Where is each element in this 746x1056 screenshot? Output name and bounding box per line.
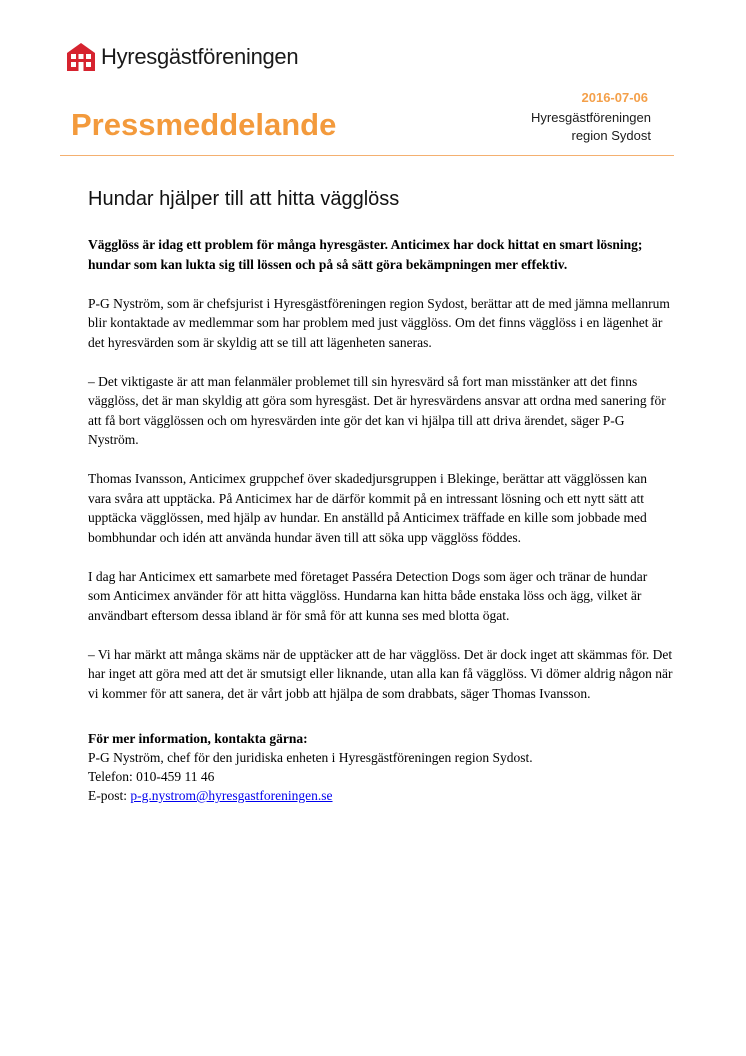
article-lead: Vägglöss är idag ett problem för många hyresgäster. Anticimex har dock hittat en smart lösning; hundar som kan lukta sig till lössen och på så sätt göra bekämpningen mer effektiv. [88, 237, 643, 272]
house-logo-icon [66, 42, 96, 72]
organization-region: region Sydost [571, 128, 651, 143]
contact-phone: Telefon: 010-459 11 46 [88, 769, 215, 784]
article-body [88, 235, 673, 805]
document-type-title: Pressmeddelande [71, 107, 337, 142]
organization-name: Hyresgästföreningen [531, 110, 651, 125]
logo [66, 42, 298, 72]
article-paragraph: I dag har Anticimex ett samarbete med företaget Passéra Detection Dogs som äger och tränar de hundar som Anticimex använder för att hitta vägglöss. Hundarna kan hitta både enstaka löss och ägg, vilket är användbart eftersom dessa ibland är för små för att kunna ses med blotta ögat. [88, 568, 648, 623]
contact-info [88, 729, 673, 805]
article-paragraph: – Det viktigaste är att man felanmäler problemet till sin hyresvärd så fort man misstänker att det finns vägglöss, det är man skyldig att göra som hyresgäst. Det är hyresvärdens ansvar att ordna med sanering för att få bort vägglössen och om hyresvärden inte gör det kan vi hjälpa till att driva ärendet, säger P-G Nyström. [88, 373, 666, 447]
article-paragraph: P-G Nyström, som är chefsjurist i Hyresgästföreningen region Sydost, berättar att de med jämna mellanrum blir kontaktade av medlemmar som har problem med just vägglöss. Om det finns vägglöss i en lägenhet är det hyresvärden som är skyldig att se till att lägenheten saneras. [88, 295, 670, 350]
email-label: E-post: [88, 788, 131, 803]
contact-email-line [88, 786, 673, 805]
organization-block [531, 109, 651, 145]
document-date: 2016-07-06 [581, 90, 648, 105]
contact-heading: För mer information, kontakta gärna: [88, 731, 308, 746]
article-headline: Hundar hjälper till att hitta vägglöss [88, 188, 400, 210]
article-paragraph: – Vi har märkt att många skäms när de upptäcker att de har vägglöss. Det är dock inget att skämmas för. Det har inget att göra med att det är smutsigt eller liknande, utan alla kan få vägglöss. Vi dömer aldrig någon när vi kommer för att sanera, det är vårt jobb att hjälpa de som drabbats, säger Thomas Ivansson. [88, 646, 673, 701]
logo-text: Hyresgästföreningen [101, 44, 299, 69]
header-divider [60, 155, 674, 156]
article-paragraph: Thomas Ivansson, Anticimex gruppchef över skadedjursgruppen i Blekinge, berättar att vägglössen kan vara svåra att upptäcka. På Anticimex har de därför kommit på en intressant lösning och ett nytt sätt att upptäcka vägglössen, med hjälp av hundar. En anställd på Anticimex träffade en kille som jobbade med bombhundar och idén att använda hundar även till att söka upp vägglöss föddes. [88, 471, 647, 545]
contact-person: P-G Nyström, chef för den juridiska enheten i Hyresgästföreningen region Sydost. [88, 750, 533, 765]
email-link[interactable]: p-g.nystrom@hyresgastforeningen.se [130, 788, 333, 803]
